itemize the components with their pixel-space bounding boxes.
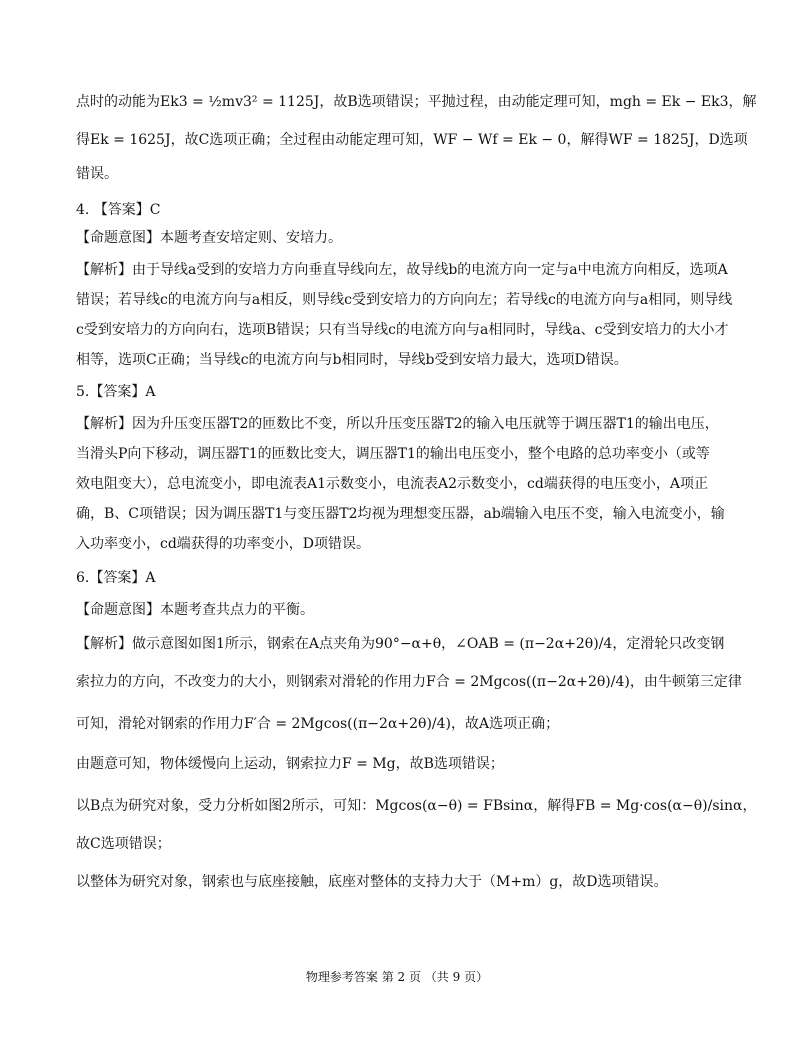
text-line: 4. 【答案】C [76,202,161,218]
text-line: 故C选项错误； [76,836,171,852]
text-line: 点时的动能为Ek3 = ½mv3² = 1125J，故B选项错误；平抛过程，由动能定理可知，mgh = Ek − Ek3，解 [76,94,757,110]
text-line: 索拉力的方向，不改变力的大小，则钢索对滑轮的作用力F合 = 2Mgcos((π−2α+2θ)/4)，由牛顿第三定律 [76,674,742,690]
text-line: 入功率变小，cd端获得的功率变小，D项错误。 [76,536,371,552]
text-line: 【命题意图】本题考查共点力的平衡。 [76,602,314,618]
text-line: 效电阻变大），总电流变小，即电流表A1示数变小，电流表A2示数变小，cd端获得的电压变小，A项正 [76,476,708,492]
text-line: 错误。 [76,166,118,182]
text-line: 可知，滑轮对钢索的作用力F′合 = 2Mgcos((π−2α+2θ)/4)，故A选项正确； [76,716,560,732]
text-line: c受到安培力的方向向右，选项B错误；只有当导线c的电流方向与a相同时，导线a、c受到安培力的大小才 [76,322,729,338]
text-line: 【解析】做示意图如图1所示，钢索在A点夹角为90°−α+θ，∠OAB = (π−2α+2θ)/4，定滑轮只改变钢 [76,636,725,652]
text-line: 由题意可知，物体缓慢向上运动，钢索拉力F = Mg，故B选项错误； [76,756,504,772]
text-line: 确，B、C项错误；因为调压器T1与变压器T2均视为理想变压器，ab端输入电压不变，输入电流变小，输 [76,506,725,522]
text-line: 当滑头P向下移动，调压器T1的匝数比变大，调压器T1的输出电压变小，整个电路的总功率变小（或等 [76,446,710,462]
text-line: 【解析】因为升压变压器T2的匝数比不变，所以升压变压器T2的输入电压就等于调压器T1的输出电压， [76,416,719,432]
text-line: 错误；若导线c的电流方向与a相反，则导线c受到安培力的方向向左；若导线c的电流方向与a相同，则导线 [76,292,733,308]
text-line: 相等，选项C正确；当导线c的电流方向与b相同时，导线b受到安培力最大，选项D错误。 [76,352,628,368]
page-footer: 物理参考答案 第 2 页 （共 9 页） [305,970,489,984]
text-line: 以B点为研究对象，受力分析如图2所示，可知：Mgcos(α−θ) = FBsinα，解得FB = Mg·cos(α−θ)/sinα， [76,798,757,814]
text-line: 得Ek = 1625J，故C选项正确；全过程由动能定理可知，WF − Wf = Ek − 0，解得WF = 1825J，D选项 [76,132,748,148]
text-line: 6.【答案】A [76,570,156,586]
text-line: 【命题意图】本题考查安培定则、安培力。 [76,230,342,246]
text-line: 【解析】由于导线a受到的安培力方向垂直导线向左，故导线b的电流方向一定与a中电流方向相反，选项A [76,262,728,278]
text-line: 以整体为研究对象，钢索也与底座接触，底座对整体的支持力大于（M+m）g，故D选项错误。 [76,874,668,890]
text-line: 5.【答案】A [76,384,156,400]
